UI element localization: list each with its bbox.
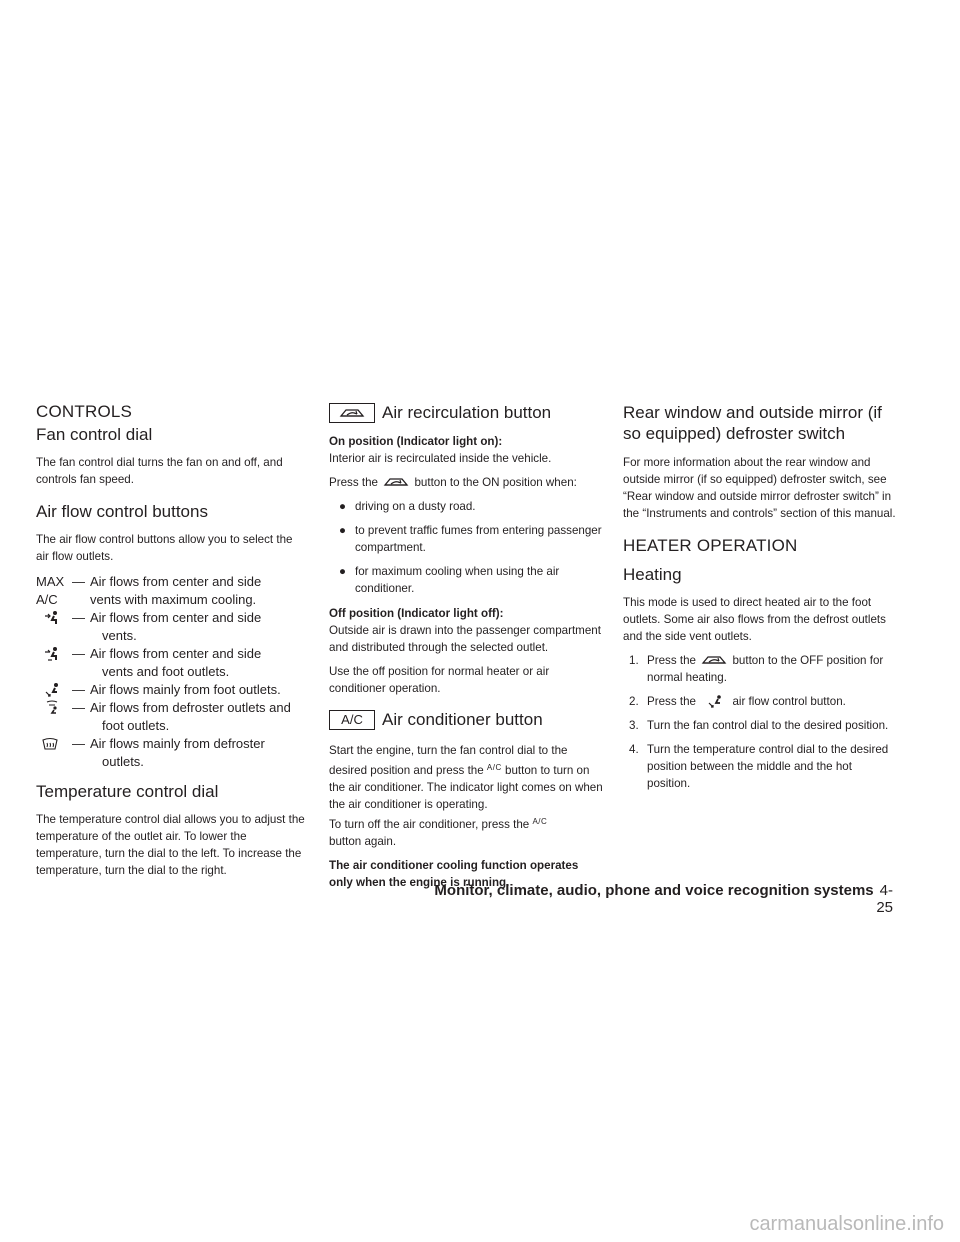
ac-off-text	[329, 813, 603, 850]
on-text: Interior air is recirculated inside the vehicle.	[329, 452, 552, 465]
step-pre: Press the	[647, 695, 696, 708]
dash: —	[72, 682, 85, 697]
bilevel-icon	[44, 646, 60, 662]
rear-heading: Rear window and outside mirror (if so equipped) defroster switch	[623, 403, 882, 443]
foot-icon	[44, 682, 60, 698]
on-heading: On position (Indicator light on):	[329, 435, 503, 448]
vent-icon	[44, 610, 60, 626]
airflow-item-text: Air flows mainly from defroster	[90, 736, 265, 751]
page-footer	[433, 882, 893, 916]
ac-header	[329, 709, 603, 730]
airflow-item-defrost	[36, 735, 308, 771]
airflow-item-text: Air flows from defroster outlets and	[90, 700, 291, 715]
airflow-item-bilevel	[36, 645, 308, 681]
airflow-item-text2: vents.	[102, 628, 137, 643]
airflow-text: The air flow control buttons allow you to select the air flow outlets.	[36, 533, 293, 563]
recirc-button-icon	[329, 403, 375, 423]
dash: —	[72, 646, 85, 661]
bullet-item	[329, 498, 603, 515]
off-use: Use the off position for normal heater or air conditioner operation.	[329, 665, 550, 695]
off-text: Outside air is drawn into the passenger compartment and distributed through the selected outlet.	[329, 624, 601, 654]
ac-small-icon: A/C	[532, 817, 548, 826]
airflow-item-ac	[36, 591, 308, 609]
bullet-text: to prevent traffic fumes from entering passenger compartment.	[355, 524, 602, 554]
step-post: button to the OFF position for normal heating.	[647, 654, 884, 684]
airflow-item-text2: vents and foot outlets.	[102, 664, 230, 679]
step-item	[623, 717, 898, 734]
ac-heading: Air conditioner button	[382, 710, 543, 729]
bullet-item	[329, 563, 603, 597]
step-number: 1.	[629, 654, 639, 667]
airflow-heading: Air flow control buttons	[36, 502, 208, 521]
step-pre: Press the	[647, 654, 696, 667]
heating-text: This mode is used to direct heated air to the foot outlets. Some air also flows from the defrost outlets and the side vent outlets.	[623, 596, 886, 643]
airflow-item-text: Air flows from center and side	[90, 574, 262, 589]
recirc-heading: Air recirculation button	[382, 403, 552, 422]
defrost-foot-icon	[44, 700, 60, 716]
airflow-list	[36, 573, 308, 771]
column-right	[623, 402, 898, 792]
dash: —	[72, 736, 85, 751]
press-rest: button to the ON position when:	[414, 476, 577, 489]
temp-text: The temperature control dial allows you to adjust the temperature of the outlet air. To lower the temperature, turn the dial to the left. To increase the temperature, turn the dial to the right.	[36, 813, 305, 877]
controls-heading: CONTROLS	[36, 402, 133, 421]
footer-section: Monitor, climate, audio, phone and voice recognition systems	[434, 882, 874, 899]
ac-text	[329, 742, 603, 813]
ac-text1: Start the engine, turn the fan control dial to the desired position and press the	[329, 744, 568, 777]
press-the: Press the	[329, 476, 378, 489]
step-text: Turn the fan control dial to the desired position.	[647, 719, 889, 732]
foot-icon	[699, 694, 729, 708]
airflow-item-text: vents with maximum cooling.	[90, 592, 257, 607]
ac-text4: button again.	[329, 835, 397, 848]
max-label: MAX	[36, 574, 65, 589]
step-text: Turn the temperature control dial to the desired position between the middle and the hot position.	[647, 743, 889, 790]
dash: —	[72, 700, 85, 715]
step-item	[623, 693, 898, 710]
recirc-header	[329, 402, 603, 423]
airflow-item-foot	[36, 681, 308, 699]
dash: —	[72, 610, 85, 625]
airflow-item-text2: foot outlets.	[102, 718, 170, 733]
step-item	[623, 652, 898, 686]
recirc-icon	[381, 475, 411, 489]
bullet-text: for maximum cooling when using the air conditioner.	[355, 565, 560, 595]
ac-label: A/C	[36, 592, 58, 607]
fan-text: The fan control dial turns the fan on and off, and controls fan speed.	[36, 456, 283, 486]
airflow-item-text: Air flows mainly from foot outlets.	[90, 682, 281, 697]
ac-button-icon: A/C	[329, 710, 375, 730]
fan-heading: Fan control dial	[36, 425, 153, 444]
heating-heading: Heating	[623, 565, 682, 584]
step-post: air flow control button.	[732, 695, 846, 708]
column-left	[36, 402, 308, 879]
rear-text: For more information about the rear window and outside mirror (if so equipped) defroster switch, see “Rear window and outside mirror defroster switch” in the “Instruments and controls” section of this manual.	[623, 456, 896, 520]
bullet-dot: ●	[339, 500, 347, 513]
bullet-text: driving on a dusty road.	[355, 500, 476, 513]
ac-bold-note: The air conditioner cooling function operates only when the engine is running.	[329, 859, 579, 889]
bullet-dot: ●	[339, 524, 347, 537]
temp-heading: Temperature control dial	[36, 782, 219, 801]
airflow-item-text2: outlets.	[102, 754, 144, 769]
airflow-item-text: Air flows from center and side	[90, 646, 262, 661]
step-number: 4.	[629, 743, 639, 756]
off-heading: Off position (Indicator light off):	[329, 607, 504, 620]
bullet-dot: ●	[339, 565, 347, 578]
watermark: carmanualsonline.info	[749, 1213, 944, 1235]
recirc-icon	[337, 406, 367, 420]
airflow-item-text: Air flows from center and side	[90, 610, 262, 625]
step-item	[623, 741, 898, 792]
press-line	[329, 474, 603, 491]
step-number: 2.	[629, 695, 639, 708]
bullet-item	[329, 522, 603, 556]
heater-heading: HEATER OPERATION	[623, 536, 798, 555]
dash: —	[72, 574, 85, 589]
defrost-icon	[40, 736, 60, 752]
ac-text3: To turn off the air conditioner, press the	[329, 818, 530, 831]
airflow-item-max	[36, 573, 308, 591]
page-number: 4-25	[876, 882, 893, 916]
ac-small-icon: A/C	[486, 763, 502, 772]
step-number: 3.	[629, 719, 639, 732]
airflow-item-vent	[36, 609, 308, 645]
recirc-icon	[699, 653, 729, 667]
column-middle	[329, 402, 603, 891]
ac-text2: button to turn on the air conditioner. The indicator light comes on when the air conditioner is operating.	[329, 764, 603, 811]
airflow-item-defrost-foot	[36, 699, 308, 735]
